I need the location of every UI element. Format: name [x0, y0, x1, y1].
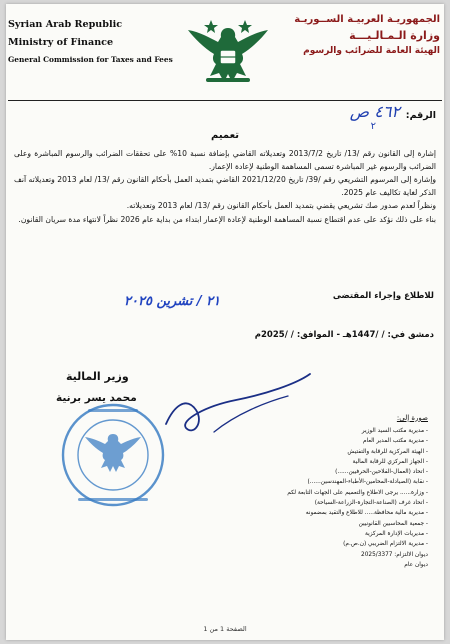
reference-number: ٤٦٢ ص: [349, 102, 400, 121]
arabic-commission: الهيئة العامة للضرائب والرسوم: [303, 46, 440, 56]
document-title: تعميم: [210, 130, 240, 141]
official-stamp-icon: [58, 400, 168, 510]
english-commission: General Commission for Taxes and Fees: [8, 55, 173, 64]
distribution-item: - جمعية المحاسبين القانونيين: [238, 519, 428, 529]
body-paragraph: وإشارة إلى المرسوم التشريعي رقم /39/ تاريخ 2021/12/20 القاضي بتمديد العمل بأحكام القانون رقم /13/ لعام 2013 وتعديلاته آنف الذكر لغاية تكاليف عام 2025.: [14, 175, 436, 197]
english-letterhead: [8, 19, 173, 64]
distribution-title: صورة إلى:: [396, 414, 428, 422]
arabic-republic: الجمهوريـة العربيـة الســوريـة: [294, 14, 440, 25]
distribution-item: - مديرية مكتب المدير العام: [238, 436, 428, 446]
handwritten-date: ٢١ / تشرين ٢٠٢٥: [124, 294, 221, 309]
header-divider: [8, 100, 442, 101]
english-republic: Syrian Arab Republic: [8, 19, 123, 30]
signatory-title: وزير المالية: [66, 370, 129, 383]
distribution-item: - وزارة...... يرجى الاطلاع والتعميم على الجهات التابعة لكم: [238, 488, 428, 498]
body-paragraph: ونظراً لعدم صدور صك تشريعي يقضي بتمديد العمل بأحكام القانون رقم /13/ لعام 2013 وتعديلاته.: [126, 201, 436, 211]
distribution-item: - نقابة (الصيادلة-المحامين-الأطباء-المهندسين......): [238, 477, 428, 487]
distribution-item: ديوان عام: [404, 561, 428, 568]
date-line: دمشق في: / /1447هـ - الموافق: / /2025م: [254, 330, 434, 340]
distribution-item: - مديرية الالتزام الضريبي (ن.ص.م): [238, 539, 428, 549]
signatory-name: محمد يسر برنية: [56, 392, 137, 404]
distribution-item: - الهيئة المركزية للرقابة والتفتيش: [238, 447, 428, 457]
closing-line: للاطلاع وإجراء المقتضى: [332, 291, 434, 301]
reference-subnumber: ٢: [370, 121, 376, 132]
eagle-emblem-icon: [184, 16, 272, 88]
reference-label: الرقم:: [405, 110, 436, 121]
distribution-item: - مديريات الإدارة المركزية: [238, 529, 428, 539]
english-ministry: Ministry of Finance: [8, 37, 114, 48]
distribution-item: - مديرية مكتب السيد الوزير: [238, 426, 428, 436]
distribution-item: - مديرية مالية محافظة..... للاطلاع والتقيد بمضمونه: [238, 508, 428, 518]
arabic-ministry: وزارة الـمـالـيـــة: [349, 29, 440, 42]
body-paragraph: بناء على ذلك نؤكد على عدم اقتطاع نسبة المساهمة الوطنية لإعادة الإعمار ابتداء من بداية عام 2026 نظراً لانتهاء مدة سريان القانون.: [18, 214, 436, 224]
distribution-item: - الجهاز المركزي للرقابة المالية: [238, 457, 428, 467]
distribution-item: ديوان الالتزام: 2025/3377: [361, 551, 428, 558]
document-page: [6, 4, 444, 640]
document-body: [14, 148, 436, 228]
body-paragraph: إشارة إلى القانون رقم /13/ تاريخ 2013/7/2 وتعديلاته القاضي بإضافة نسبة 10% على تحققات الضرائب والرسوم المباشرة وعلى الضرائب والرسوم غير المباشرة تسمى المساهمة الوطنية لإعادة الإعمار.: [14, 149, 437, 171]
distribution-list: [238, 426, 428, 570]
page-footer: الصفحة 1 من 1: [203, 625, 247, 633]
distribution-item: - اتحاد (العمال-الفلاحين-الحرفيين......): [238, 467, 428, 477]
arabic-letterhead: [294, 14, 440, 56]
distribution-item: - اتحاد غرف (الصناعة-التجارة-الزراعة-السياحة): [238, 498, 428, 508]
